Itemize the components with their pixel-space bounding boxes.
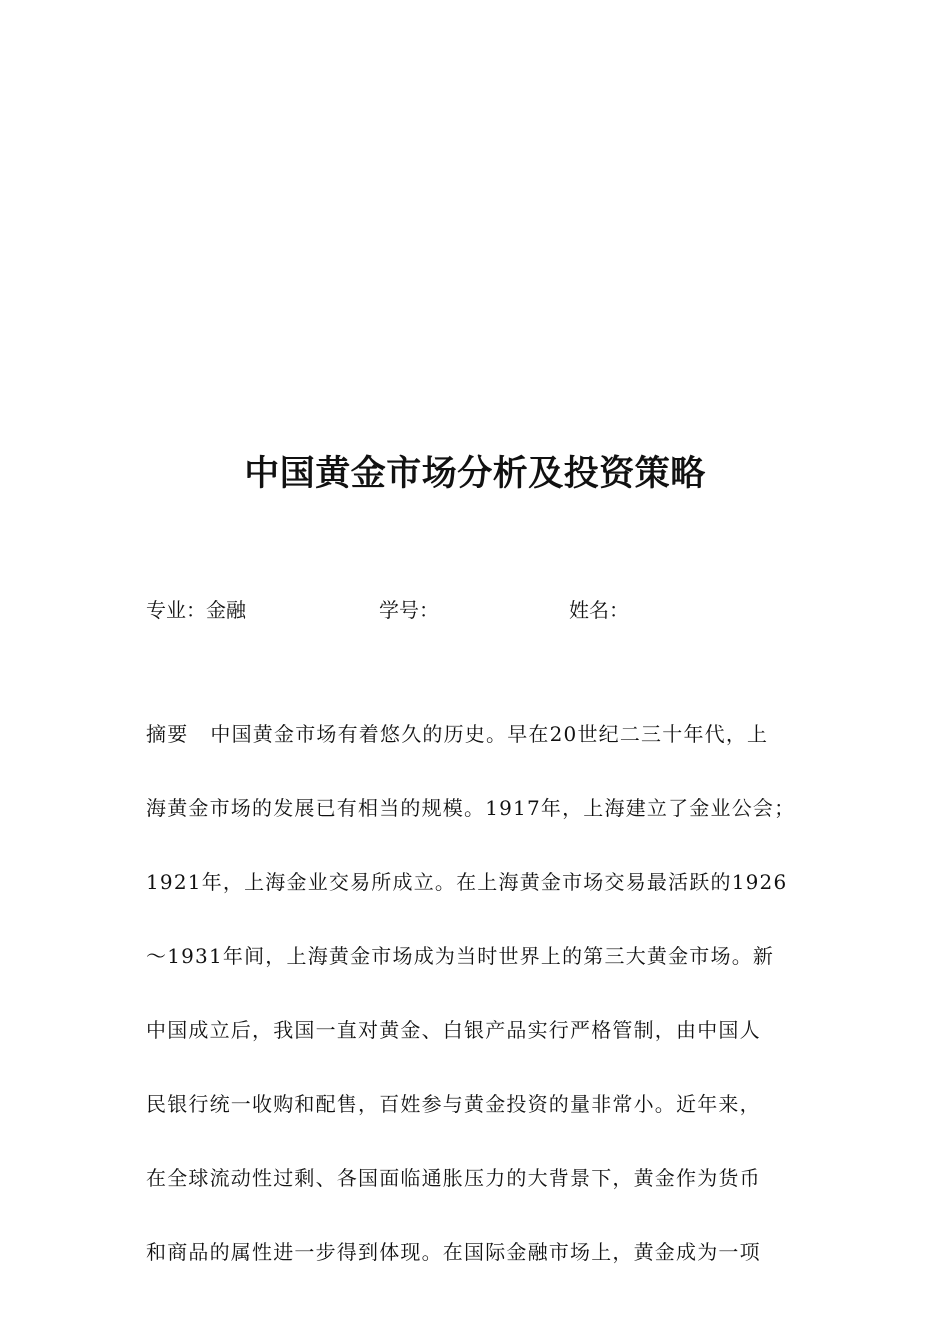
document-title: 中国黄金市场分析及投资策略: [244, 453, 706, 494]
abstract-section: [146, 716, 806, 1308]
abstract-line: 1921年，上海金业交易所成立。在上海黄金市场交易最活跃的1926: [146, 870, 788, 894]
student-id-field: 学号：: [379, 598, 439, 622]
major-field: 专业：金融: [146, 598, 246, 622]
name-field: 姓名：: [569, 598, 629, 622]
author-info-row: [146, 594, 846, 626]
abstract-line: ～1931年间，上海黄金市场成为当时世界上的第三大黄金市场。新: [146, 944, 775, 968]
abstract-line-text: 中国黄金市场有着悠久的历史。早在20世纪二三十年代，上: [210, 722, 769, 746]
abstract-line: 在全球流动性过剩、各国面临通胀压力的大背景下，黄金作为货币: [146, 1166, 761, 1190]
abstract-label: 摘要: [146, 722, 189, 746]
abstract-line: [146, 716, 806, 790]
abstract-line: 海黄金市场的发展已有相当的规模。1917年，上海建立了金业公会；: [146, 796, 796, 820]
abstract-line: 和商品的属性进一步得到体现。在国际金融市场上，黄金成为一项: [146, 1240, 761, 1264]
abstract-line: 民银行统一收购和配售，百姓参与黄金投资的量非常小。近年来，: [146, 1092, 761, 1116]
abstract-line: 中国成立后，我国一直对黄金、白银产品实行严格管制，由中国人: [146, 1018, 761, 1042]
